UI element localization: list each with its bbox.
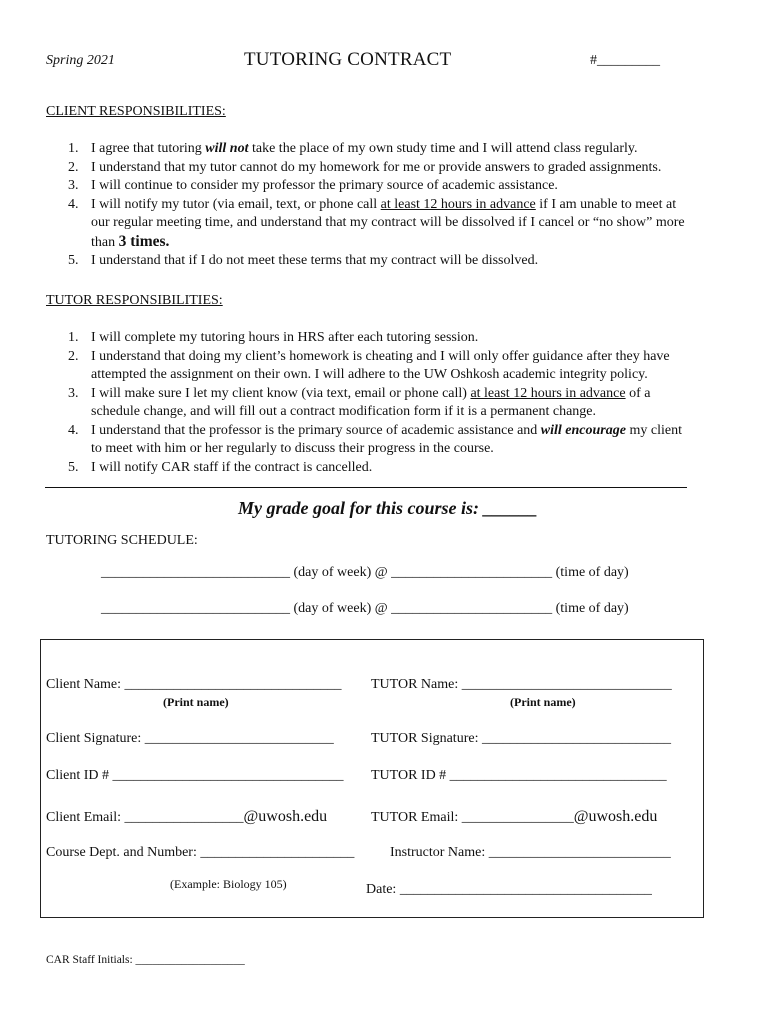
tutor-id-field[interactable]: TUTOR ID # _______________________________ (371, 768, 667, 783)
tutor-print-hint: (Print name) (510, 695, 576, 709)
course-field[interactable]: Course Dept. and Number: ______________________ (46, 845, 355, 860)
date-field[interactable]: Date: ____________________________________ (366, 882, 652, 897)
list-item: 1. I agree that tutoring will not take the place of my own study time and I will attend class regularly. (68, 141, 638, 156)
semester-label: Spring 2021 (46, 53, 115, 68)
client-id-field[interactable]: Client ID # _________________________________ (46, 768, 344, 783)
list-item: 5. I will notify CAR staff if the contract is cancelled. (68, 459, 373, 475)
list-item: 4. I understand that the professor is the primary source of academic assistance and will encourage my client to meet with him or her regularly to discuss their progress in the course. (68, 422, 682, 456)
client-signature-field[interactable]: Client Signature: ___________________________ (46, 731, 334, 746)
list-item: 2. I understand that doing my client’s homework is cheating and I will only offer guidance after they have attempted the assignment on their own. I will adhere to the UW Oshkosh academic integrity policy. (68, 348, 670, 382)
client-print-hint: (Print name) (163, 695, 229, 709)
schedule-row-1[interactable]: ___________________________ (day of week) @ _______________________ (time of day) (101, 565, 629, 580)
section-divider (45, 487, 687, 488)
tutor-responsibilities-heading: TUTOR RESPONSIBILITIES: (46, 293, 223, 308)
list-item: 2. I understand that my tutor cannot do my homework for me or provide answers to graded assignments. (68, 159, 662, 175)
client-email-field[interactable]: Client Email: _________________@uwosh.edu (46, 808, 328, 825)
grade-goal-field[interactable]: My grade goal for this course is: ______ (238, 498, 538, 518)
tutor-signature-field[interactable]: TUTOR Signature: ___________________________ (371, 731, 671, 746)
client-responsibilities-heading: CLIENT RESPONSIBILITIES: (46, 104, 226, 119)
list-item: 4. I will notify my tutor (via email, text, or phone call at least 12 hours in advance if I am unable to meet at our regular meeting time, and understand that my contract will be dissolved if I cancel or “no show” more than 3 times. (68, 196, 685, 250)
tutoring-schedule-heading: TUTORING SCHEDULE: (46, 533, 198, 548)
car-staff-initials-field[interactable]: CAR Staff Initials: ___________________ (46, 954, 245, 966)
client-responsibilities-list (46, 140, 736, 271)
list-item: 3. I will make sure I let my client know (via text, email or phone call) at least 12 hours in advance of a schedule change, and will fill out a contract modification form if it is a permanent change. (68, 385, 651, 419)
page-title: TUTORING CONTRACT (244, 49, 452, 70)
list-item: 5. I understand that if I do not meet these terms that my contract will be dissolved. (68, 253, 539, 268)
list-item: 3. I will continue to consider my professor the primary source of academic assistance. (68, 178, 558, 193)
tutor-email-field[interactable]: TUTOR Email: ________________@uwosh.edu (371, 808, 658, 825)
instructor-name-field[interactable]: Instructor Name: __________________________ (390, 845, 671, 860)
contract-number-field: #_________ (590, 53, 660, 68)
tutor-responsibilities-list (46, 329, 736, 477)
course-example-hint: (Example: Biology 105) (170, 877, 287, 891)
list-item: 1. I will complete my tutoring hours in HRS after each tutoring session. (68, 330, 479, 345)
tutor-name-field[interactable]: TUTOR Name: ______________________________ (371, 677, 672, 692)
schedule-row-2[interactable]: ___________________________ (day of week) @ _______________________ (time of day) (101, 601, 629, 616)
client-name-field[interactable]: Client Name: _______________________________ (46, 677, 342, 692)
